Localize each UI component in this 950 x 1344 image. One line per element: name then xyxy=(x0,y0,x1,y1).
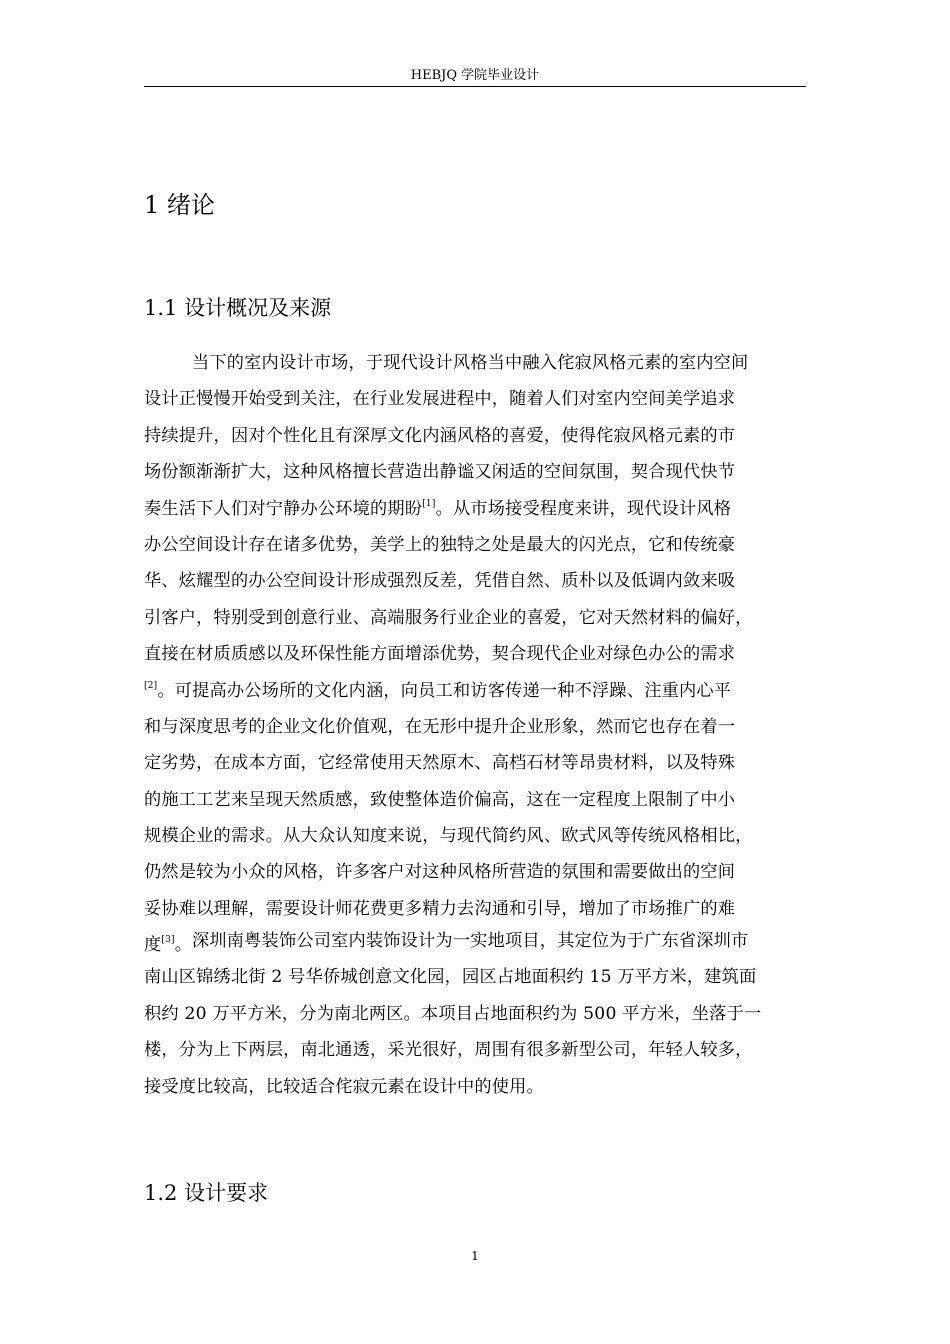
citation-marker: [3] xyxy=(161,935,175,946)
text-segment: 。 xyxy=(174,935,193,956)
text-line: 设计正慢慢开始受到关注，在行业发展进程中，随着人们对室内空间美学追求 xyxy=(144,389,736,410)
text-line: 和与深度思考的企业文化价值观，在无形中提升企业形象，然而它也存在着一 xyxy=(144,716,736,737)
paragraph-project-location xyxy=(144,923,806,1105)
text-segment: 。可提高办公场所的文化内涵，向员工和访客传递一种不浮躁、注重内心平 xyxy=(157,680,732,701)
text-line: 接受度比较高，比较适合侘寂元素在设计中的使用。 xyxy=(144,1076,544,1097)
text-line: 规模企业的需求。从大众认知度来说，与现代简约风、欧式风等传统风格相比， xyxy=(144,826,753,847)
text-line: 办公空间设计存在诸多优势，美学上的独特之处是最大的闪光点，它和传统豪 xyxy=(144,534,736,555)
text-line: 定劣势，在成本方面，它经常使用天然原木、高档石材等昂贵材料，以及特殊 xyxy=(144,753,736,774)
text-line: 持续提升，因对个性化且有深厚文化内涵风格的喜爱，使得侘寂风格元素的市 xyxy=(144,425,736,446)
text-line: 深圳南粤装饰公司室内装饰设计为一实地项目，其定位为于广东省深圳市 xyxy=(192,931,749,951)
page-number: 1 xyxy=(471,1249,479,1263)
header-rule xyxy=(144,86,806,87)
text-line xyxy=(144,673,806,709)
text-segment: 。从市场接受程度来讲，现代设计风格 xyxy=(435,498,732,519)
text-line: 妥协难以理解，需要设计师花费更多精力去沟通和引导，增加了市场推广的难 xyxy=(144,898,736,919)
text-line: 仍然是较为小众的风格，许多客户对这种风格所营造的氛围和需要做出的空间 xyxy=(144,862,736,883)
text-line: 积约 20 万平方米，分为南北两区。本项目占地面积约为 500 平方米，坐落于一 xyxy=(144,1003,762,1024)
text-line: 南山区锦绣北街 2 号华侨城创意文化园，园区占地面积约 15 万平方米，建筑面 xyxy=(144,967,757,988)
text-line xyxy=(144,491,806,527)
section-title-1-1: 1.1 设计概况及来源 xyxy=(144,296,332,320)
running-header: HEBJQ 学院毕业设计 xyxy=(410,68,540,83)
text-segment: 奏生活下人们对宁静办公环境的期盼 xyxy=(144,498,423,519)
text-line: 华、炫耀型的办公空间设计形成强烈反差，凭借自然、质朴以及低调内敛来吸 xyxy=(144,571,736,592)
text-line: 直接在材质质感以及环保性能方面增添优势，契合现代企业对绿色办公的需求 xyxy=(144,644,736,665)
text-line: 场份额渐渐扩大，这种风格擅长营造出静谧又闲适的空间氛围，契合现代快节 xyxy=(144,462,736,483)
text-segment: 度 xyxy=(144,935,162,956)
paragraph-design-overview xyxy=(144,345,806,964)
citation-marker: [2] xyxy=(144,680,158,691)
chapter-title: 1 绪论 xyxy=(144,191,215,219)
text-line: 引客户，特别受到创意行业、高端服务行业企业的喜爱，它对天然材料的偏好， xyxy=(144,607,753,628)
text-line: 当下的室内设计市场，于现代设计风格当中融入侘寂风格元素的室内空间 xyxy=(192,353,749,373)
text-line: 楼，分为上下两层，南北通透，采光很好，周围有很多新型公司，年轻人较多， xyxy=(144,1040,753,1061)
citation-marker: [1] xyxy=(422,498,436,509)
section-title-1-2: 1.2 设计要求 xyxy=(144,1181,269,1205)
text-line: 的施工工艺来呈现天然质感，致使整体造价偏高，这在一定程度上限制了中小 xyxy=(144,789,736,810)
